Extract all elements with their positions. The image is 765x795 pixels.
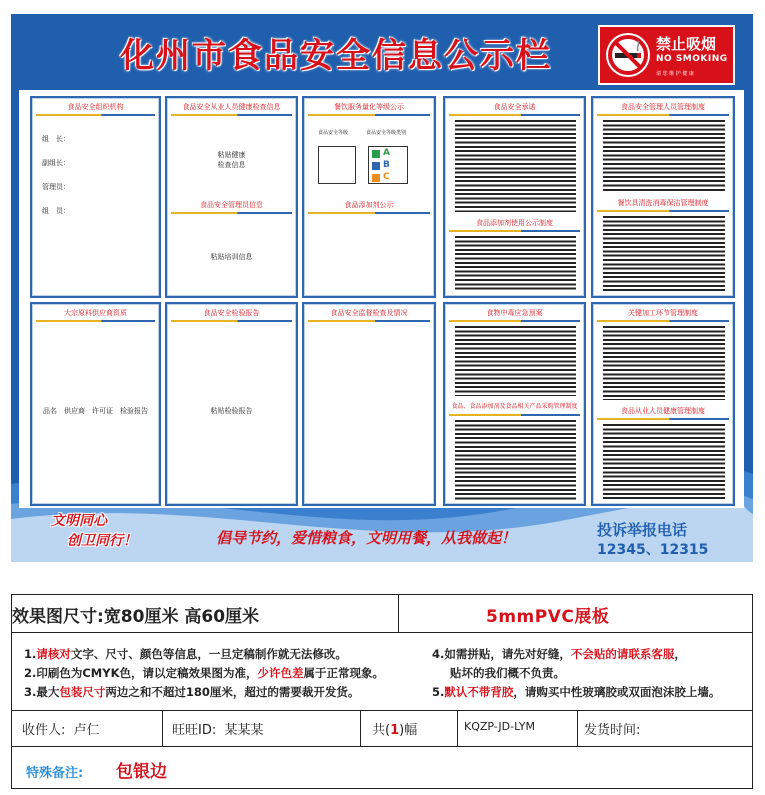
piece-count: 共(1)幅 — [372, 723, 418, 738]
panel-process-title: 关键加工环节管理制度 — [628, 309, 698, 317]
piece-count-value: 1 — [390, 723, 400, 738]
size-value: 宽80厘米 高60厘米 — [103, 607, 260, 627]
panel-purchase-title: 大宗原料供应商资质 — [64, 309, 127, 317]
promise-text-lines — [455, 120, 576, 212]
slogan-center: 倡导节约，爱惜粮食，文明用餐，从我做起！ — [216, 529, 517, 547]
panel-purchase — [30, 302, 161, 506]
panel-process-subtitle: 食品从业人员健康管理制度 — [621, 407, 705, 415]
no-smoking-small: 请 您 维 护 健 康 — [656, 71, 694, 77]
grade-label-2: 食品安全等级类别 — [366, 130, 407, 136]
grade-abc-icon — [368, 146, 408, 184]
note-4-line2: 贴坏的我们概不负责。 — [450, 666, 565, 680]
org-field-leader: 组 长： — [42, 135, 70, 143]
panel-emergency — [443, 302, 586, 506]
slogan-left-1: 文明同心 — [51, 513, 107, 529]
promise-sub-lines — [455, 236, 576, 292]
grade-box — [318, 146, 356, 184]
panel-promise — [443, 96, 586, 298]
panel-emergency-title: 食物中毒应急预案 — [486, 309, 543, 317]
receiver: 收件人: 卢仁 — [22, 723, 100, 738]
note-2: 2.印刷色为CMYK色，请以定稿效果图为准，少许色差属于正常现象。 — [24, 666, 384, 680]
no-smoking-cn: 禁止吸烟 — [656, 35, 717, 53]
panel-grade-title: 餐饮服务量化等级公示 — [334, 103, 404, 111]
board-content-area — [19, 90, 744, 508]
size-label: 效果图尺寸: — [12, 607, 104, 627]
panel-manager — [591, 96, 735, 298]
note-5: 5.默认不带背胶，请购买中性玻璃胶或双面泡沫胶上墙。 — [432, 685, 721, 699]
slogan-left-2: 创卫同行！ — [67, 533, 137, 549]
panel-supervise — [302, 302, 436, 506]
panel-manager-subtitle: 餐饮具清洗消毒保洁管理制度 — [617, 199, 709, 207]
size-spec — [12, 602, 259, 627]
manager-sub-lines — [603, 216, 725, 292]
panel-manager-title: 食品安全管理人员管理制度 — [621, 103, 705, 111]
wangwang-value: 某某某 — [224, 723, 264, 738]
health-text-2: 检查信息 — [217, 161, 246, 169]
panel-health-title: 食品安全从业人员健康检查信息 — [182, 103, 281, 111]
org-field-admin: 管理员： — [42, 183, 70, 191]
complaint-label: 投诉举报电话 — [597, 521, 688, 539]
org-field-vice: 副组长： — [42, 159, 70, 167]
purchase-text: 品名 供应商 许可证 检验报告 — [43, 407, 148, 415]
panel-health-subtitle: 食品安全管理员信息 — [200, 201, 263, 209]
panel-process — [591, 302, 735, 506]
note-1: 1.请核对文字、尺寸、颜色等信息，一旦定稿制作就无法修改。 — [24, 647, 347, 661]
material-spec: 5mmPVC展板 — [486, 607, 610, 627]
panel-grade-subtitle: 食品添加剂公示 — [344, 201, 394, 209]
panel-org-title: 食品安全组织机构 — [67, 103, 124, 111]
inspect-text: 粘贴检验报告 — [210, 407, 253, 415]
panel-health — [165, 96, 298, 298]
ship-time: 发货时间: — [584, 723, 641, 738]
health-text-1: 粘贴健康 — [217, 151, 246, 159]
panel-emergency-subtitle: 食品、食品添加剂及食品相关产品采购管理制度 — [451, 403, 578, 410]
panel-grade — [302, 96, 436, 298]
emergency-sub-lines — [455, 420, 576, 500]
panel-org — [30, 96, 161, 298]
process-sub-lines — [603, 424, 725, 500]
grade-letter-c: C — [383, 172, 390, 182]
note-3: 3.最大包装尺寸两边之和不超过180厘米，超过的需要裁开发货。 — [24, 685, 360, 699]
bulletin-board — [11, 14, 753, 562]
product-code: KQZP-JD-LYM — [464, 720, 535, 733]
receiver-value: 卢仁 — [73, 723, 100, 738]
manager-text-lines — [603, 120, 725, 192]
no-smoking-sign — [598, 25, 735, 85]
org-field-member: 组 员： — [42, 207, 70, 215]
panel-promise-subtitle: 食品添加剂使用公示制度 — [476, 219, 553, 227]
note-4: 4.如需拼贴，请先对好缝，不会贴的请联系客服， — [432, 647, 686, 661]
no-smoking-en: NO SMOKING — [656, 54, 728, 64]
board-title: 化州市食品安全信息公示栏 — [120, 36, 552, 76]
no-smoking-icon — [606, 33, 650, 77]
panel-inspect-title: 食品安全检验报告 — [203, 309, 260, 317]
grade-letter-a: A — [383, 148, 390, 158]
remark-value: 包银边 — [116, 762, 167, 782]
health-sub-text: 粘贴培训信息 — [210, 253, 253, 261]
emergency-text-lines — [455, 326, 576, 396]
panel-supervise-title: 食品安全监督检查及情况 — [330, 309, 408, 317]
complaint-numbers: 12345、12315 — [597, 542, 709, 558]
panel-inspect — [165, 302, 298, 506]
wangwang-id: 旺旺ID: 某某某 — [172, 723, 264, 738]
panel-promise-title: 食品安全承诺 — [493, 103, 536, 111]
grade-letter-b: B — [383, 160, 390, 170]
grade-label-1: 食品安全等级 — [318, 130, 349, 136]
process-text-lines — [603, 326, 725, 400]
remark-label: 特殊备注: — [26, 766, 84, 781]
